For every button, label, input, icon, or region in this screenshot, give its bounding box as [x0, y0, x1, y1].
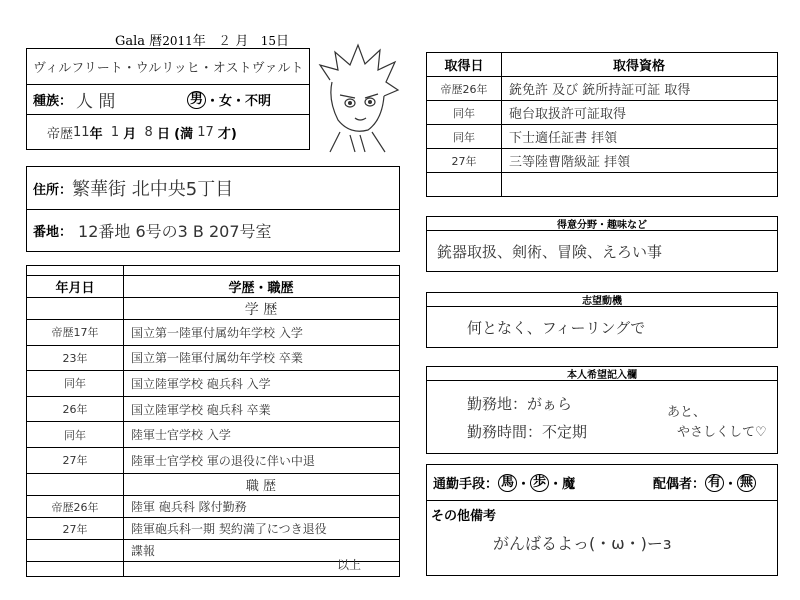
edu-desc: 国立第一陸軍付属幼年学校 入学: [131, 325, 303, 340]
edu-desc: 国立陸軍学校 砲兵科 入学: [131, 376, 271, 391]
race-label: 種族：: [33, 94, 73, 109]
address-label: 住所：: [33, 182, 73, 198]
spouse-field: 配偶者： 有 ・ 無: [653, 465, 756, 500]
edu-desc: 国立陸軍学校 砲兵科 卒業: [131, 402, 271, 417]
qual-col-date: 取得日: [444, 59, 484, 74]
notes-value: がんばるよっ(・ω・)ーз: [493, 534, 672, 553]
gender-field: 男 ・女・不明: [187, 85, 271, 114]
qual-row: [427, 77, 777, 101]
commute-box: [426, 464, 778, 576]
work-date: 27年: [62, 522, 88, 536]
lot-value: 12番地 6号の3 B 207号室: [78, 222, 272, 241]
edu-row: [27, 371, 399, 397]
edu-desc: 国立第一陸軍付属幼年学校 卒業: [131, 351, 303, 366]
address-value: 繁華街 北中央5丁目: [72, 179, 234, 200]
qual-desc: [509, 173, 777, 196]
commute-horse-selected: 馬: [498, 474, 517, 492]
col-date-header: 年月日: [55, 281, 95, 296]
qual-desc: 下士適任証書 拝領: [509, 131, 618, 146]
edu-desc: 陸軍士官学校 軍の退役に伴い中退: [131, 453, 315, 468]
work-date: 帝歴26年: [51, 500, 99, 514]
edu-row: [27, 346, 399, 372]
qual-date: 同年: [453, 130, 475, 144]
commute-walk-selected: 歩: [530, 474, 549, 492]
work-heading: 職 歴: [245, 479, 277, 494]
edu-date: 26年: [62, 403, 88, 417]
qual-date: 同年: [453, 106, 475, 120]
qual-row: [427, 173, 777, 197]
edu-row: [27, 422, 399, 448]
edu-date: 27年: [62, 454, 88, 468]
spouse-yes: 有: [705, 474, 724, 492]
qual-desc: 三等陸曹階級証 拝領: [509, 155, 631, 170]
qual-row: [427, 101, 777, 125]
edu-date: 同年: [64, 428, 86, 442]
edu-heading: 学 歴: [244, 301, 278, 318]
qualifications-table: [426, 52, 778, 197]
work-row: [27, 496, 399, 518]
end-mark: 以上: [337, 558, 362, 572]
edu-row: [27, 448, 399, 474]
edu-row: [27, 397, 399, 423]
race-value: 人 間: [76, 92, 116, 112]
work-row: [27, 518, 399, 540]
qual-date: [427, 173, 501, 196]
specialty-box: [426, 216, 778, 272]
gender-male-selected: 男: [187, 91, 206, 109]
wishes-side2: やさしくして♡: [677, 425, 767, 440]
name-value: ヴィルフリート・ウルリッヒ・オストヴァルト: [33, 61, 304, 76]
col-desc-header: 学歴・職歴: [228, 281, 294, 296]
edu-desc: 陸軍士官学校 入学: [131, 428, 231, 443]
edu-row: [27, 320, 399, 346]
work-desc: 陸軍砲兵科一期 契約満了につき退役: [131, 522, 327, 536]
portrait-sketch: [310, 40, 405, 155]
work-desc: 諜報: [131, 544, 156, 558]
qual-desc: 銃免許 及び 銃所持証可証 取得: [509, 83, 691, 98]
qual-date: 27年: [451, 154, 477, 168]
wishes-line2: 勤務時間：不定期: [467, 423, 588, 441]
qual-desc: 砲台取扱許可証取得: [509, 107, 627, 122]
commute-field: 通勤手段： 馬 ・ 歩 ・ 魔: [433, 474, 576, 492]
wishes-line1: 勤務地：がぁら: [467, 395, 573, 413]
wishes-side1: あと、: [667, 405, 707, 420]
qual-col-name: 取得資格: [612, 59, 665, 74]
qual-row: [427, 125, 777, 149]
edu-date: 23年: [62, 351, 88, 365]
qual-row: [427, 149, 777, 173]
work-date: [27, 540, 123, 561]
specialty-title: 得意分野・趣味など: [557, 220, 647, 230]
edu-date: 同年: [64, 377, 86, 391]
notes-label: その他備考: [431, 509, 497, 524]
wishes-box: [426, 366, 778, 454]
edu-date: 帝歴17年: [51, 326, 99, 340]
motivation-title: 志望動機: [582, 296, 622, 306]
profile-box: [26, 48, 310, 150]
motivation-box: [426, 292, 778, 348]
qual-date: 帝歴26年: [440, 82, 488, 96]
address-box: [26, 166, 400, 252]
lot-label: 番地：: [33, 225, 73, 240]
motivation-value: 何となく、フィーリングで: [467, 319, 646, 337]
work-desc: 陸軍 砲兵科 隊付勤務: [131, 500, 247, 514]
birth-date: 帝歴 11 年 1 月 8 日 (満 17 才): [47, 124, 237, 142]
wishes-title: 本人希望記入欄: [567, 370, 637, 380]
specialty-value: 銃器取扱、剣術、冒険、えろい事: [437, 243, 663, 261]
document-date: Gala 暦2011年 ２ 月 15日: [115, 34, 290, 49]
spouse-no: 無: [737, 474, 756, 492]
history-table: [26, 265, 400, 577]
